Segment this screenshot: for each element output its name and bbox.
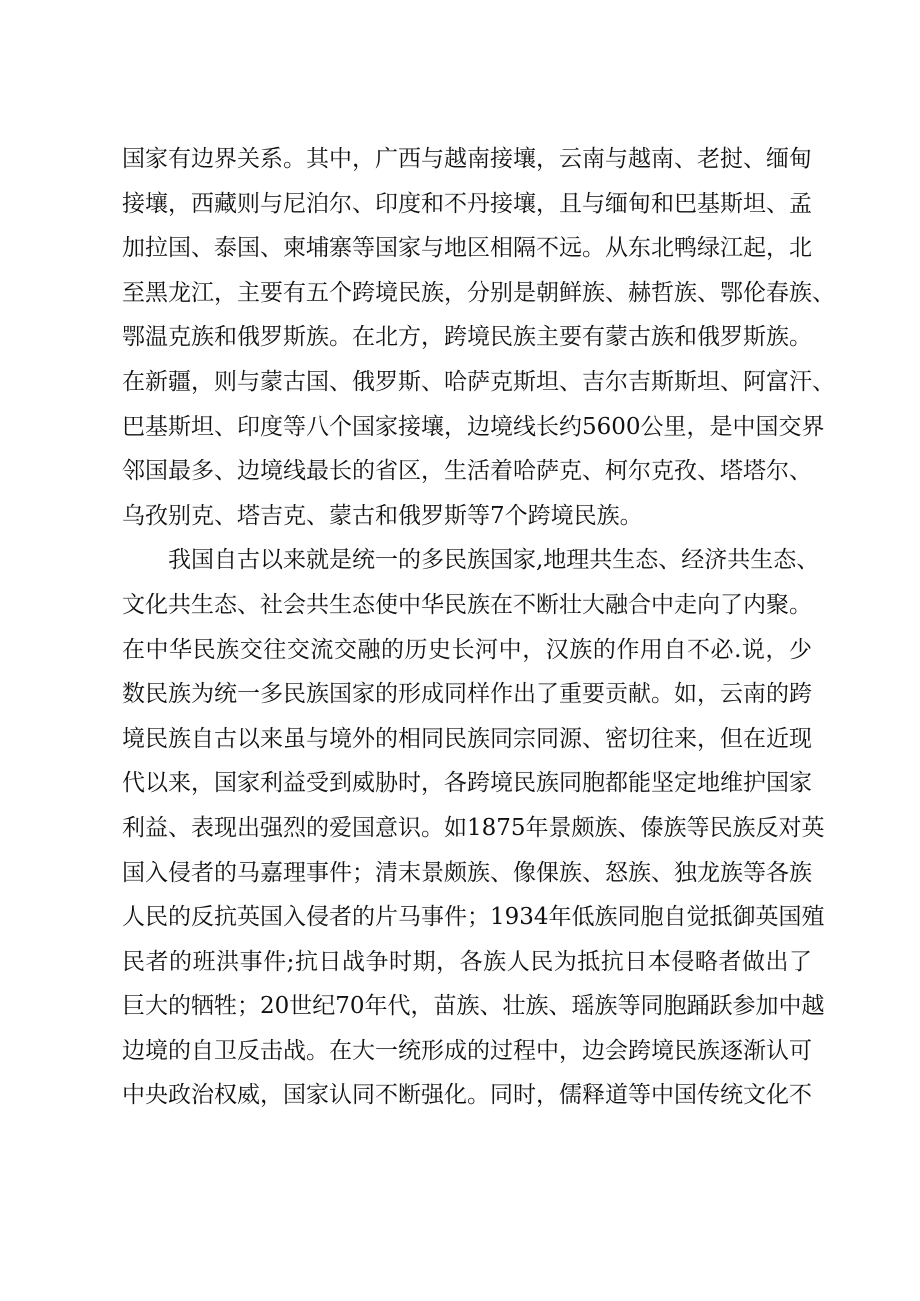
text-line: 我国自古以来就是统一的多民族国家,地理共生态、经济共生态、: [168, 547, 820, 574]
text-line: 接壤，西藏则与尼泊尔、印度和不丹接壤，且与缅甸和巴基斯坦、孟: [122, 190, 812, 217]
body-text: [122, 137, 835, 1118]
text-line: 代以来，国家利益受到威胁时，各跨境民族同胞都能坚定地维护国家: [122, 770, 812, 797]
text-line: 乌孜别克、塔吉克、蒙古和俄罗斯等7个跨境民族。: [122, 502, 643, 529]
text-line: 利益、表现出强烈的爱国意识。如1875年景颇族、傣族等民族反对英: [122, 814, 825, 841]
paragraph-1: [122, 137, 835, 538]
text-line: 邻国最多、边境线最长的省区，生活着哈萨克、柯尔克孜、塔塔尔、: [122, 458, 812, 485]
text-line: 中央政治权威，国家认同不断强化。同时，儒释道等中国传统文化不: [122, 1082, 812, 1109]
text-line: 加拉国、泰国、柬埔寨等国家与地区相隔不远。从东北鸭绿江起，北: [122, 235, 812, 262]
text-line: 数民族为统一多民族国家的形成同样作出了重要贡献。如，云南的跨: [122, 681, 812, 708]
text-line: 在中华民族交往交流交融的历史长河中，汉族的作用自不必.说，少: [122, 636, 812, 663]
paragraph-2: [122, 538, 825, 1118]
text-line: 境民族自古以来虽与境外的相同民族同宗同源、密切往来，但在近现: [122, 725, 812, 752]
text-line: 国入侵者的马嘉理事件；清末景颇族、像倮族、怒族、独龙族等各族: [122, 859, 812, 886]
text-line: 在新疆，则与蒙古国、俄罗斯、哈萨克斯坦、吉尔吉斯斯坦、阿富汗、: [122, 368, 835, 395]
text-line: 文化共生态、社会共生态使中华民族在不断壮大融合中走向了内聚。: [122, 591, 812, 618]
text-line: 国家有边界关系。其中，广西与越南接壤，云南与越南、老挝、缅甸: [122, 146, 812, 172]
text-line: 人民的反抗英国入侵者的片马事件；1934年低族同胞自觉抵御英国殖: [122, 904, 825, 931]
text-line: 巨大的牺牲；20世纪70年代，苗族、壮族、瑶族等同胞踊跃参加中越: [122, 993, 825, 1020]
text-line: 至黑龙江，主要有五个跨境民族，分别是朝鲜族、赫哲族、鄂伦春族、: [122, 279, 835, 306]
text-line: 巴基斯坦、印度等八个国家接壤，边境线长约5600公里，是中国交界: [122, 413, 825, 440]
text-line: 鄂温克族和俄罗斯族。在北方，跨境民族主要有蒙古族和俄罗斯族。: [122, 324, 812, 351]
text-line: 边境的自卫反击战。在大一统形成的过程中，边会跨境民族逐渐认可: [122, 1037, 812, 1064]
text-line: 民者的班洪事件;抗日战争时期，各族人民为抵抗日本侵略者做出了: [122, 948, 812, 975]
